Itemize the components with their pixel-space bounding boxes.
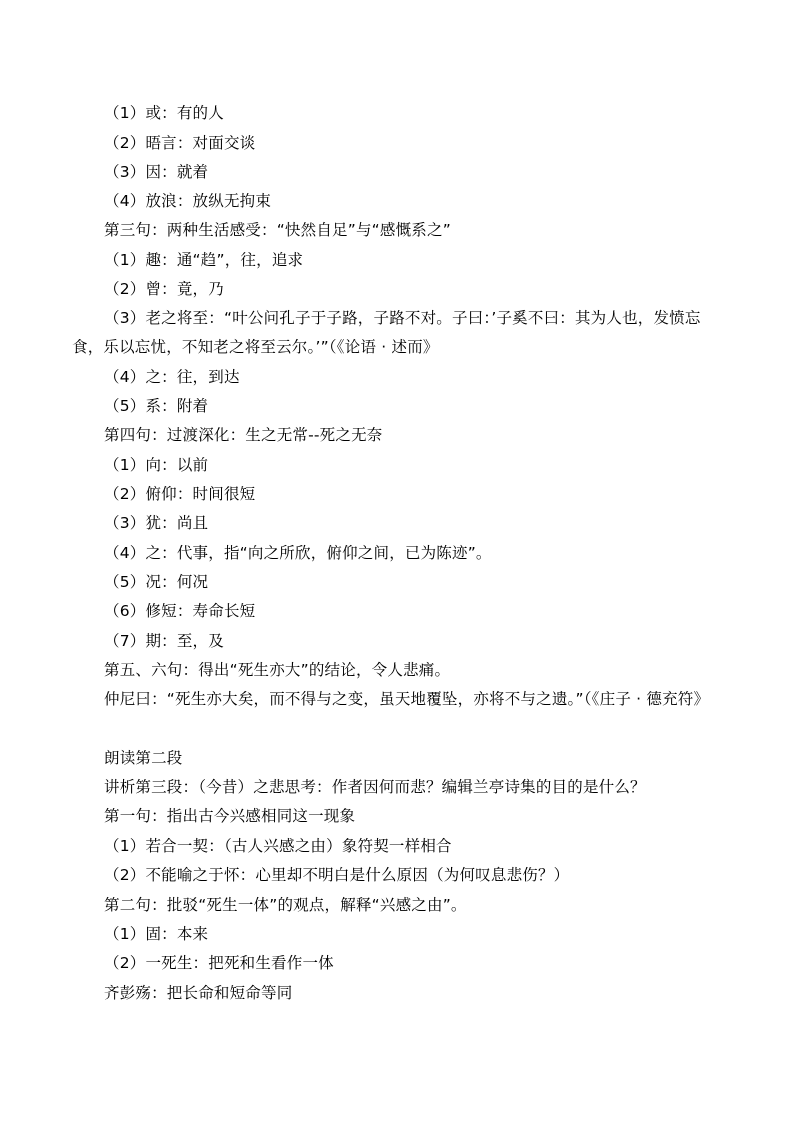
note-ruoheyiqi: （1）若合一契：（古人兴感之由）象符契一样相合 xyxy=(104,837,452,855)
note-yin: （3）因：就着 xyxy=(104,163,209,181)
note-fanglang: （4）放浪：放纵无拘束 xyxy=(104,192,272,210)
note-qu: （1）趣：通“趋”，往，追求 xyxy=(104,251,304,269)
note-zhi-daishi: （4）之：代事，指“向之所欣，俯仰之间，已为陈迹”。 xyxy=(104,544,492,562)
note-fuyang: （2）俯仰：时间很短 xyxy=(104,485,256,503)
note-xiuduan: （6）修短：寿命长短 xyxy=(104,602,256,620)
paragraph-three-heading: 讲析第三段：（今昔）之悲思考：作者因何而悲？编辑兰亭诗集的目的是什么？ xyxy=(104,778,646,796)
sentence-five-six-heading: 第五、六句：得出“死生亦大”的结论，令人悲痛。 xyxy=(104,661,451,679)
note-gu: （1）固：本来 xyxy=(104,925,209,943)
note-xiang: （1）向：以前 xyxy=(104,456,209,474)
note-laozhijiangzhi: （3）老之将至：“叶公问孔子于子路，子路不对。子曰：’子奚不曰：其为人也，发愤忘食，乐以忘忧，不知老之将至云尔。’”（《论语 · 述而》 xyxy=(72,309,701,356)
quote-zhongni: 仲尼曰：“死生亦大矣，而不得与之变，虽天地覆坠，亦将不与之遗。”（《庄子 · 德充符》 xyxy=(104,690,710,708)
read-paragraph-two: 朗读第二段 xyxy=(104,749,183,767)
sentence-one-heading: 第一句：指出古今兴感相同这一现象 xyxy=(104,807,356,825)
sentence-two-heading: 第二句：批驳“死生一体”的观点，解释“兴感之由”。 xyxy=(104,896,467,914)
note-ceng: （2）曾：竟，乃 xyxy=(104,280,224,298)
note-you: （3）犹：尚且 xyxy=(104,514,209,532)
sentence-four-heading: 第四句：过渡深化：生之无常--死之无奈 xyxy=(104,426,383,444)
note-xi: （5）系：附着 xyxy=(104,397,209,415)
note-yisisheng: （2）一死生：把死和生看作一体 xyxy=(104,954,334,972)
note-qipengshang: 齐彭殇：把长命和短命等同 xyxy=(104,984,293,1002)
note-kuang: （5）况：何况 xyxy=(104,573,209,591)
note-bunengyu: （2）不能喻之于怀：心里却不明白是什么原因（为何叹息悲伤？） xyxy=(104,866,570,884)
note-wuyan: （2）晤言：对面交谈 xyxy=(104,134,256,152)
note-qi: （7）期：至，及 xyxy=(104,632,224,650)
note-huo: （1）或：有的人 xyxy=(104,104,224,122)
sentence-three-heading: 第三句：两种生活感受：“快然自足”与“感慨系之” xyxy=(104,221,451,239)
note-zhi-wang: （4）之：往，到达 xyxy=(104,368,240,386)
